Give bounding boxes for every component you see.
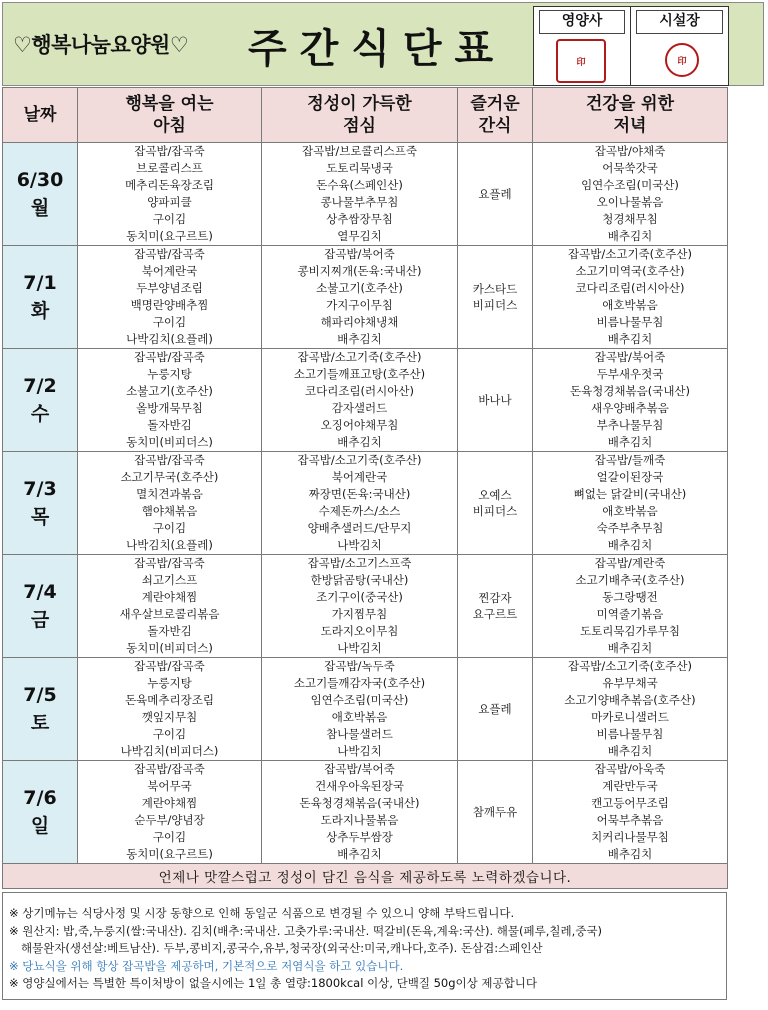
breakfast-cell bbox=[78, 143, 262, 246]
header-lunch-line1: 정성이 가득한 bbox=[307, 94, 412, 114]
dinner-item: 애호박볶음 bbox=[602, 504, 658, 518]
breakfast-item: 나박김치(요플레) bbox=[126, 538, 213, 552]
breakfast-item: 구이김 bbox=[152, 315, 187, 329]
header-breakfast bbox=[78, 88, 262, 143]
snack-item: 요플레 bbox=[478, 702, 512, 716]
lunch-item: 양배추샐러드/단무지 bbox=[307, 521, 412, 535]
breakfast-item: 새우살브로콜리볶음 bbox=[119, 607, 220, 621]
lunch-item: 잡곡밥/브로콜리스프죽 bbox=[302, 144, 417, 158]
dinner-item: 소고기배추국(호주산) bbox=[575, 573, 685, 587]
day-date-cell bbox=[3, 658, 78, 761]
breakfast-item: 잡곡밥/잡곡죽 bbox=[134, 762, 205, 776]
dinner-item: 배추김치 bbox=[607, 847, 653, 861]
lunch-item: 콩나물부추무침 bbox=[320, 195, 399, 209]
breakfast-item: 구이김 bbox=[152, 830, 187, 844]
dinner-item: 배추김치 bbox=[607, 332, 653, 346]
dinner-item: 잡곡밥/소고기죽(호주산) bbox=[568, 659, 692, 673]
breakfast-item: 양파피클 bbox=[147, 195, 192, 209]
lunch-item: 나박김치 bbox=[337, 744, 382, 758]
dinner-item: 어묵부추볶음 bbox=[596, 813, 664, 827]
breakfast-item: 나박김치(비피더스) bbox=[120, 744, 219, 758]
breakfast-item: 동치미(비피더스) bbox=[126, 641, 213, 655]
breakfast-item: 구이김 bbox=[152, 521, 187, 535]
breakfast-item: 잡곡밥/잡곡죽 bbox=[134, 247, 205, 261]
breakfast-item: 돈육메추리장조림 bbox=[125, 693, 214, 707]
dinner-item: 코다리조림(러시아산) bbox=[575, 281, 685, 295]
dinner-item: 비름나물무침 bbox=[596, 727, 664, 741]
approval-director bbox=[631, 7, 728, 85]
snack-cell bbox=[458, 658, 533, 761]
snack-item: 요플레 bbox=[478, 187, 512, 201]
header-snack bbox=[458, 88, 533, 143]
lunch-item: 북어계란국 bbox=[331, 470, 388, 484]
lunch-item: 소고기들깨표고탕(호주산) bbox=[293, 367, 426, 381]
lunch-item: 건새우아욱된장국 bbox=[315, 779, 404, 793]
breakfast-cell bbox=[78, 658, 262, 761]
day-date: 7/3 bbox=[23, 478, 57, 500]
table-header-row bbox=[3, 88, 728, 143]
lunch-cell bbox=[262, 555, 458, 658]
dinner-item: 마카로니샐러드 bbox=[591, 710, 669, 724]
lunch-item: 해파리야채냉채 bbox=[320, 315, 399, 329]
lunch-item: 도토리묵냉국 bbox=[326, 161, 393, 175]
dinner-item: 잡곡밥/계란죽 bbox=[594, 556, 666, 570]
breakfast-item: 구이김 bbox=[152, 727, 187, 741]
approval-label-director: 시설장 bbox=[636, 10, 723, 34]
dinner-item: 잡곡밥/아욱죽 bbox=[594, 762, 666, 776]
dinner-item: 청경채무침 bbox=[602, 212, 658, 226]
day-row bbox=[3, 349, 728, 452]
breakfast-item: 깻잎지무침 bbox=[141, 710, 198, 724]
header-dinner-line1: 건강을 위한 bbox=[585, 94, 675, 114]
breakfast-cell bbox=[78, 349, 262, 452]
dinner-item: 뼈없는 닭갈비(국내산) bbox=[573, 487, 687, 501]
dinner-item: 임연수조림(미국산) bbox=[581, 178, 679, 192]
snack-cell bbox=[458, 246, 533, 349]
lunch-item: 조기구이(중국산) bbox=[316, 590, 403, 604]
facility-name: ♡행복나눔요양원♡ bbox=[13, 33, 189, 57]
dinner-cell bbox=[533, 452, 728, 555]
breakfast-cell bbox=[78, 246, 262, 349]
lunch-item: 도라지나물볶음 bbox=[320, 813, 399, 827]
dinner-cell bbox=[533, 246, 728, 349]
lunch-item: 배추김치 bbox=[337, 435, 382, 449]
lunch-item: 애호박볶음 bbox=[331, 710, 388, 724]
breakfast-item: 백명란양배추찜 bbox=[130, 298, 209, 312]
day-weekday: 일 bbox=[30, 815, 50, 837]
breakfast-item: 순두부/양념장 bbox=[134, 813, 205, 827]
dinner-item: 배추김치 bbox=[607, 641, 653, 655]
day-weekday: 금 bbox=[30, 609, 50, 631]
dinner-item: 배추김치 bbox=[607, 744, 653, 758]
lunch-item: 소고기들깨감자국(호주산) bbox=[293, 676, 426, 690]
day-weekday: 월 bbox=[30, 197, 50, 219]
lunch-cell bbox=[262, 452, 458, 555]
snack-cell bbox=[458, 143, 533, 246]
breakfast-item: 돌자반김 bbox=[147, 624, 192, 638]
breakfast-item: 잡곡밥/잡곡죽 bbox=[134, 659, 205, 673]
snack-item: 찐감자 bbox=[478, 591, 512, 605]
breakfast-item: 잡곡밥/잡곡죽 bbox=[134, 556, 205, 570]
lunch-item: 코다리조림(러시아산) bbox=[305, 384, 414, 398]
breakfast-item: 메추리돈육장조림 bbox=[125, 178, 214, 192]
day-date-cell bbox=[3, 349, 78, 452]
header-dinner bbox=[533, 88, 728, 143]
day-date-cell bbox=[3, 246, 78, 349]
dinner-item: 비름나물무침 bbox=[596, 315, 664, 329]
weekly-menu-table bbox=[2, 87, 728, 889]
breakfast-cell bbox=[78, 555, 262, 658]
snack-item: 비피더스 bbox=[472, 298, 518, 312]
day-row bbox=[3, 658, 728, 761]
lunch-item: 임연수조림(미국산) bbox=[310, 693, 409, 707]
lunch-item: 열무김치 bbox=[337, 229, 382, 243]
breakfast-item: 브로콜리스프 bbox=[136, 161, 203, 175]
snack-cell bbox=[458, 761, 533, 864]
snack-cell bbox=[458, 555, 533, 658]
dinner-cell bbox=[533, 658, 728, 761]
lunch-cell bbox=[262, 761, 458, 864]
lunch-item: 수제돈까스/소스 bbox=[318, 504, 401, 518]
dinner-cell bbox=[533, 761, 728, 864]
breakfast-cell bbox=[78, 452, 262, 555]
day-date-cell bbox=[3, 143, 78, 246]
lunch-item: 오징어야채무침 bbox=[320, 418, 399, 432]
header-snack-line2: 간식 bbox=[478, 116, 512, 136]
lunch-item: 나박김치 bbox=[337, 538, 382, 552]
breakfast-item: 누룽지탕 bbox=[147, 676, 192, 690]
lunch-item: 소불고기(호주산) bbox=[316, 281, 403, 295]
lunch-item: 짜장면(돈육:국내산) bbox=[308, 487, 411, 501]
header-date: 날짜 bbox=[3, 88, 78, 143]
header-lunch bbox=[262, 88, 458, 143]
dinner-item: 도토리묵김가루무침 bbox=[580, 624, 680, 638]
breakfast-item: 누룽지탕 bbox=[147, 367, 192, 381]
notes-box bbox=[2, 892, 727, 1000]
dinner-item: 치커리나물무침 bbox=[591, 830, 669, 844]
breakfast-item: 돌자반김 bbox=[147, 418, 192, 432]
breakfast-item: 동치미(비피더스) bbox=[126, 435, 213, 449]
approval-label-nutritionist: 영양사 bbox=[539, 10, 625, 34]
snack-item: 바나나 bbox=[478, 393, 512, 407]
dinner-item: 부추나물무침 bbox=[596, 418, 664, 432]
motto-row bbox=[3, 864, 728, 889]
header-breakfast-line1: 행복을 여는 bbox=[125, 94, 214, 114]
dinner-cell bbox=[533, 349, 728, 452]
lunch-item: 잡곡밥/소고기죽(호주산) bbox=[297, 350, 422, 364]
day-date: 7/6 bbox=[23, 787, 57, 809]
header-lunch-line2: 점심 bbox=[343, 116, 376, 136]
approval-box bbox=[533, 6, 729, 86]
day-row bbox=[3, 761, 728, 864]
breakfast-item: 햄야채볶음 bbox=[141, 504, 198, 518]
day-date-cell bbox=[3, 452, 78, 555]
dinner-item: 숙주부추무침 bbox=[596, 521, 664, 535]
dinner-item: 배추김치 bbox=[607, 229, 653, 243]
note-line: ※ 상기메뉴는 식당사정 및 시장 동향으로 인해 동일군 식품으로 변경될 수 있으니 양해 부탁드립니다. bbox=[9, 906, 515, 920]
lunch-item: 잡곡밥/소고기죽(호주산) bbox=[297, 453, 422, 467]
header-banner bbox=[2, 2, 764, 86]
lunch-item: 상추쌈장무침 bbox=[326, 212, 393, 226]
dinner-item: 잡곡밥/북어죽 bbox=[594, 350, 666, 364]
lunch-item: 배추김치 bbox=[337, 847, 382, 861]
lunch-item: 잡곡밥/녹두죽 bbox=[324, 659, 395, 673]
breakfast-item: 올방개묵무침 bbox=[136, 401, 203, 415]
breakfast-item: 쇠고기스프 bbox=[141, 573, 198, 587]
day-weekday: 화 bbox=[30, 300, 50, 322]
breakfast-item: 잡곡밥/잡곡죽 bbox=[134, 453, 205, 467]
dinner-item: 새우양배추볶음 bbox=[591, 401, 669, 415]
breakfast-item: 계란야채찜 bbox=[141, 796, 198, 810]
page-title: 주간식단표 bbox=[248, 26, 507, 72]
day-weekday: 목 bbox=[30, 506, 50, 528]
dinner-item: 소고기미역국(호주산) bbox=[575, 264, 685, 278]
breakfast-item: 나박김치(요플레) bbox=[126, 332, 213, 346]
lunch-item: 감자샐러드 bbox=[331, 401, 388, 415]
lunch-item: 잡곡밥/북어죽 bbox=[324, 247, 395, 261]
snack-cell bbox=[458, 349, 533, 452]
breakfast-item: 잡곡밥/잡곡죽 bbox=[134, 144, 205, 158]
day-weekday: 토 bbox=[30, 712, 50, 734]
breakfast-item: 소고기무국(호주산) bbox=[120, 470, 219, 484]
dinner-item: 캔고등어무조림 bbox=[591, 796, 669, 810]
lunch-item: 상추두부쌈장 bbox=[326, 830, 393, 844]
dinner-item: 미역줄기볶음 bbox=[596, 607, 664, 621]
day-row bbox=[3, 143, 728, 246]
lunch-item: 참나물샐러드 bbox=[326, 727, 393, 741]
lunch-item: 잡곡밥/북어죽 bbox=[324, 762, 395, 776]
dinner-item: 소고기양배추볶음(호주산) bbox=[564, 693, 696, 707]
day-weekday: 수 bbox=[30, 403, 50, 425]
breakfast-item: 소불고기(호주산) bbox=[126, 384, 213, 398]
dinner-item: 배추김치 bbox=[607, 538, 653, 552]
breakfast-item: 동치미(요구르트) bbox=[126, 847, 213, 861]
dinner-item: 동그랑땡전 bbox=[602, 590, 658, 604]
header-breakfast-line2: 아침 bbox=[153, 116, 186, 136]
day-row bbox=[3, 452, 728, 555]
motto-text: 언제나 맛깔스럽고 정성이 담긴 음식을 제공하도록 노력하겠습니다. bbox=[3, 864, 728, 889]
lunch-item: 돈육청경채볶음(국내산) bbox=[299, 796, 420, 810]
day-date: 7/5 bbox=[23, 684, 57, 706]
snack-item: 카스타드 bbox=[472, 282, 518, 296]
dinner-item: 배추김치 bbox=[607, 435, 653, 449]
lunch-cell bbox=[262, 658, 458, 761]
header-snack-line1: 즐거운 bbox=[470, 94, 520, 114]
header-dinner-line2: 저녁 bbox=[613, 116, 647, 136]
snack-item: 참깨두유 bbox=[472, 805, 518, 819]
lunch-item: 콩비지찌개(돈육:국내산) bbox=[297, 264, 422, 278]
lunch-item: 가지구이무침 bbox=[326, 298, 393, 312]
lunch-cell bbox=[262, 349, 458, 452]
lunch-item: 배추김치 bbox=[337, 332, 382, 346]
snack-cell bbox=[458, 452, 533, 555]
breakfast-item: 북어무국 bbox=[147, 779, 192, 793]
breakfast-item: 잡곡밥/잡곡죽 bbox=[134, 350, 205, 364]
note-line-highlight: ※ 당뇨식을 위해 항상 잡곡밥을 제공하며, 기본적으로 저염식을 하고 있습니다. bbox=[9, 958, 404, 973]
day-date: 7/2 bbox=[23, 375, 57, 397]
day-date: 6/30 bbox=[16, 169, 64, 191]
breakfast-item: 계란야채찜 bbox=[141, 590, 198, 604]
lunch-item: 도라지오이무침 bbox=[320, 624, 399, 638]
dinner-item: 잡곡밥/야채죽 bbox=[594, 144, 666, 158]
dinner-item: 얼갈이된장국 bbox=[596, 470, 664, 484]
lunch-cell bbox=[262, 246, 458, 349]
day-date-cell bbox=[3, 555, 78, 658]
day-date: 7/1 bbox=[23, 272, 57, 294]
note-line: 해물완자(생선살:베트남산). 두부,콩비지,콩국수,유부,청국장(외국산:미국,캐나다,호주). 돈삼겹:스페인산 bbox=[21, 941, 543, 956]
snack-item: 오예스 bbox=[478, 488, 512, 502]
dinner-item: 오이나물볶음 bbox=[596, 195, 664, 209]
day-date: 7/4 bbox=[23, 581, 57, 603]
breakfast-cell bbox=[78, 761, 262, 864]
breakfast-item: 두부양념조림 bbox=[136, 281, 203, 295]
lunch-item: 잡곡밥/소고기스프죽 bbox=[307, 556, 412, 570]
breakfast-item: 구이김 bbox=[152, 212, 187, 226]
dinner-item: 잡곡밥/들깨죽 bbox=[594, 453, 666, 467]
dinner-item: 계란만두국 bbox=[602, 779, 658, 793]
note-line: ※ 영양실에서는 특별한 특이처방이 없을시에는 1일 총 열량:1800kcal 이상, 단백질 50g이상 제공합니다 bbox=[9, 976, 537, 991]
lunch-cell bbox=[262, 143, 458, 246]
snack-item: 비피더스 bbox=[472, 504, 518, 518]
nutritionist-stamp-seal: 印 bbox=[556, 39, 606, 83]
approval-nutritionist bbox=[534, 7, 631, 85]
day-date-cell bbox=[3, 761, 78, 864]
snack-item: 요구르트 bbox=[472, 607, 518, 621]
day-row bbox=[3, 555, 728, 658]
breakfast-item: 멸치견과볶음 bbox=[136, 487, 203, 501]
note-line: ※ 원산지: 밥,죽,누룽지(쌀:국내산). 김치(배추:국내산. 고춧가루:국내산. 떡갈비(돈육,계육:국산). 해물(페루,칠레,중국) bbox=[9, 923, 602, 938]
lunch-item: 나박김치 bbox=[337, 641, 382, 655]
breakfast-item: 북어계란국 bbox=[141, 264, 198, 278]
day-row bbox=[3, 246, 728, 349]
dinner-cell bbox=[533, 143, 728, 246]
breakfast-item: 동치미(요구르트) bbox=[126, 229, 213, 243]
dinner-item: 잡곡밥/소고기죽(호주산) bbox=[568, 247, 692, 261]
director-stamp-seal: 印 bbox=[665, 43, 699, 77]
lunch-item: 한방닭곰탕(국내산) bbox=[310, 573, 409, 587]
lunch-item: 돈수육(스페인산) bbox=[316, 178, 403, 192]
dinner-item: 유부무채국 bbox=[602, 676, 658, 690]
dinner-cell bbox=[533, 555, 728, 658]
dinner-item: 돈육청경채볶음(국내산) bbox=[569, 384, 691, 398]
dinner-item: 두부새우젓국 bbox=[596, 367, 664, 381]
dinner-item: 애호박볶음 bbox=[602, 298, 658, 312]
dinner-item: 어묵쑥갓국 bbox=[602, 161, 658, 175]
lunch-item: 가지찜무침 bbox=[331, 607, 388, 621]
